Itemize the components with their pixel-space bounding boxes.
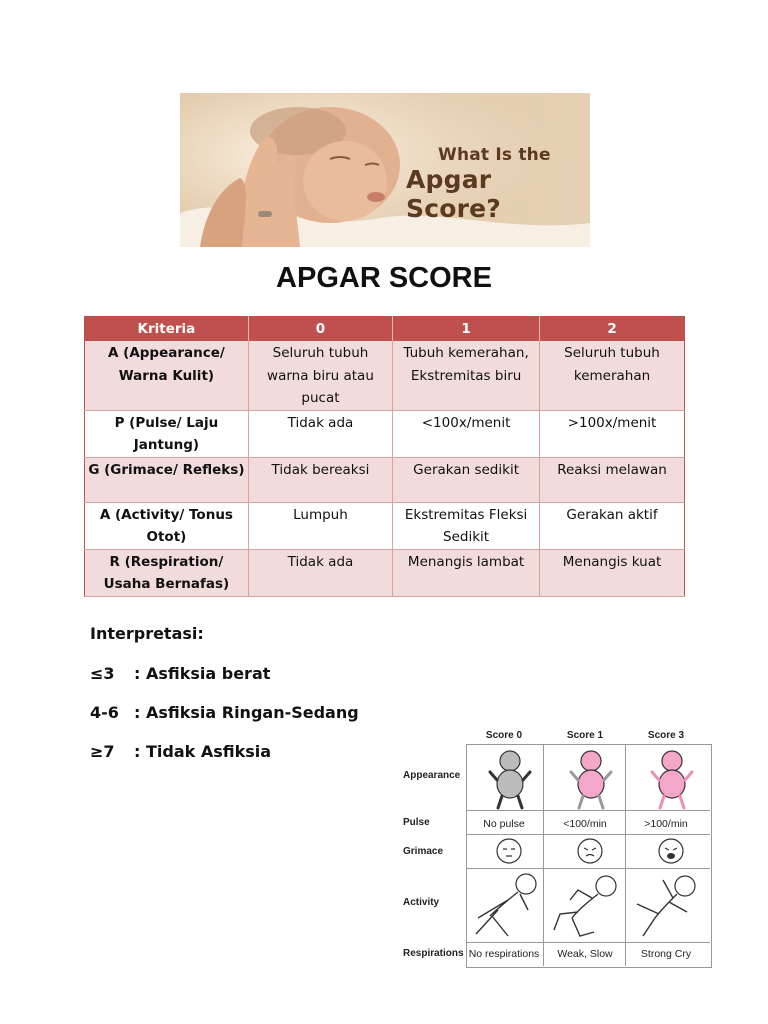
table-row <box>85 502 685 549</box>
face-crying-icon <box>656 837 686 865</box>
apgar-illustration-figure <box>400 730 712 970</box>
banner-title: Apgar Score? <box>406 165 501 223</box>
interpretation-item <box>90 703 359 722</box>
criteria-cell: P (Pulse/ Laju Jantung) <box>85 410 249 457</box>
table-cell: Tidak bereaksi <box>248 457 392 502</box>
table-cell: >100x/menit <box>540 410 685 457</box>
table-cell: Lumpuh <box>248 502 392 549</box>
table-cell: Gerakan aktif <box>540 502 685 549</box>
table-cell: Menangis lambat <box>393 549 540 596</box>
grid-line <box>466 942 710 943</box>
table-cell: Seluruh tubuh kemerahan <box>540 341 685 410</box>
criteria-cell: A (Activity/ Tonus Otot) <box>85 502 249 549</box>
interpretation-heading: Interpretasi: <box>90 624 204 643</box>
interpretation-range: ≤3 <box>90 664 115 683</box>
table-row <box>85 457 685 502</box>
table-cell: Tubuh kemerahan, Ekstremitas biru <box>393 341 540 410</box>
figure-column-header: Score 1 <box>566 730 604 741</box>
pulse-score-2: >100/min <box>644 818 688 830</box>
figure-row-label: Pulse <box>403 817 430 828</box>
pulse-score-0: No pulse <box>483 818 525 830</box>
face-neutral-icon <box>494 837 524 865</box>
baby-limp-icon <box>468 870 542 940</box>
figure-row-label: Grimace <box>403 846 444 857</box>
figure-column-header: Score 0 <box>485 730 523 741</box>
face-grimace-icon <box>575 837 605 865</box>
table-cell: Seluruh tubuh warna biru atau pucat <box>248 341 392 410</box>
header-score-0: 0 <box>248 317 392 342</box>
interpretation-text: : Asfiksia Ringan-Sedang <box>134 703 359 722</box>
figure-row-label: Activity <box>403 897 440 908</box>
table-row <box>85 549 685 596</box>
table-cell: Menangis kuat <box>540 549 685 596</box>
baby-active-icon <box>629 870 703 940</box>
apgar-score-table <box>84 316 685 597</box>
page-title: APGAR SCORE <box>276 262 492 294</box>
table-header-row <box>85 317 685 342</box>
criteria-cell: A (Appearance/ Warna Kulit) <box>85 341 249 410</box>
figure-row-label: Appearance <box>403 770 461 781</box>
interpretation-item <box>90 742 271 761</box>
header-score-1: 1 <box>393 317 540 342</box>
criteria-cell: G (Grimace/ Refleks) <box>85 457 249 502</box>
grid-line <box>466 868 710 869</box>
interpretation-range: ≥7 <box>90 742 115 761</box>
table-cell: Ekstremitas Fleksi Sedikit <box>393 502 540 549</box>
table-row <box>85 410 685 457</box>
table-cell: <100x/menit <box>393 410 540 457</box>
respiration-score-0: No respirations <box>468 948 540 960</box>
grid-line <box>466 834 710 835</box>
baby-blue-icon <box>486 748 534 810</box>
table-cell: Tidak ada <box>248 549 392 596</box>
table-row <box>85 341 685 410</box>
grid-line <box>625 744 626 966</box>
grid-line <box>466 810 710 811</box>
figure-row-label: Respirations <box>403 948 464 959</box>
table-cell: Tidak ada <box>248 410 392 457</box>
respiration-score-1: Weak, Slow <box>557 948 613 960</box>
banner-subtitle: What Is the <box>438 145 551 165</box>
table-cell: Gerakan sedikit <box>393 457 540 502</box>
interpretation-item <box>90 664 270 683</box>
figure-column-header: Score 3 <box>647 730 685 741</box>
header-kriteria: Kriteria <box>85 317 249 342</box>
apgar-banner-image <box>180 93 590 247</box>
pulse-score-1: <100/min <box>563 818 607 830</box>
header-score-2: 2 <box>540 317 685 342</box>
respiration-score-2: Strong Cry <box>640 948 692 960</box>
grid-line <box>543 744 544 966</box>
interpretation-range: 4-6 <box>90 703 119 722</box>
interpretation-text: : Tidak Asfiksia <box>134 742 272 761</box>
criteria-cell: R (Respiration/ Usaha Bernafas) <box>85 549 249 596</box>
baby-flexed-icon <box>548 870 622 940</box>
baby-pink-blue-icon <box>567 748 615 810</box>
baby-pink-icon <box>648 748 696 810</box>
table-cell: Reaksi melawan <box>540 457 685 502</box>
interpretation-text: : Asfiksia berat <box>134 664 271 683</box>
